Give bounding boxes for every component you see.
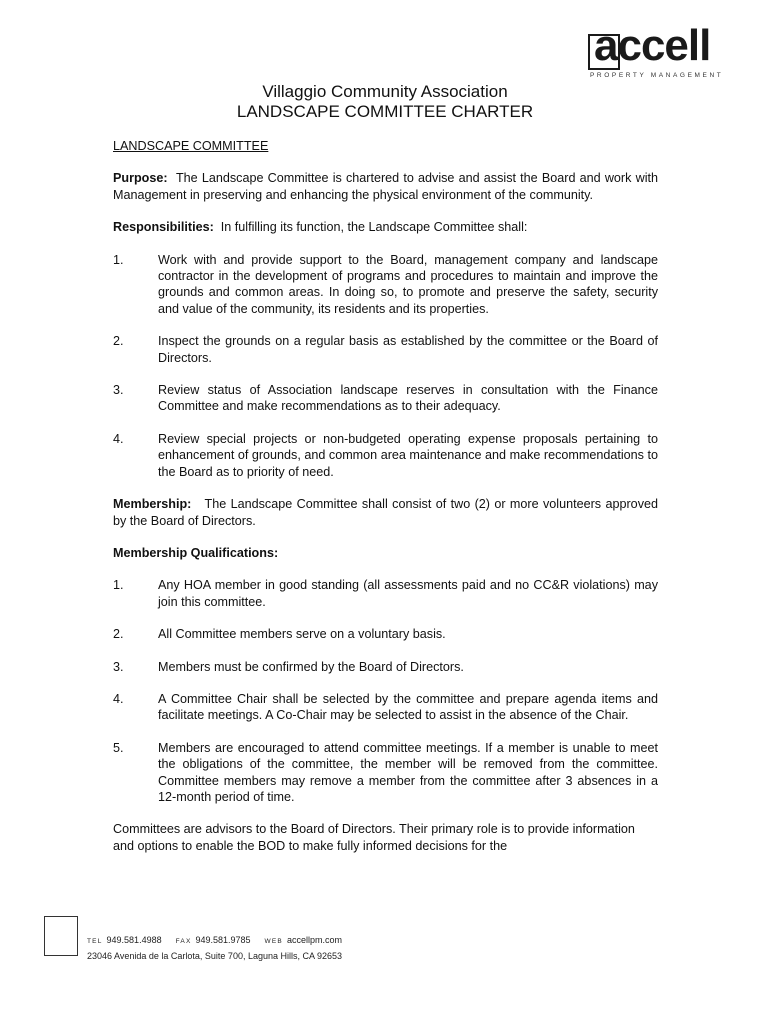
list-item	[113, 691, 658, 724]
list-item	[113, 740, 658, 806]
tel-label: TEL	[87, 938, 103, 945]
web-label: WEB	[264, 938, 283, 945]
closing-paragraph: Committees are advisors to the Board of Directors. Their primary role is to provide information and options to enable the BOD to make fully informed decisions for the	[113, 822, 635, 853]
company-logo	[588, 21, 728, 82]
document-title: LANDSCAPE COMMITTEE CHARTER	[236, 102, 534, 121]
list-item-text: Review status of Association landscape reserves in consultation with the Finance Committee and make recommendations as to their adequacy.	[158, 383, 658, 414]
responsibilities-paragraph	[113, 219, 658, 235]
list-item-text: Review special projects or non-budgeted operating expense proposals pertaining to enhancement of grounds, and common area maintenance and make recommendations to the Board as to priority of need.	[158, 431, 658, 479]
list-item-number: 3.	[113, 383, 124, 398]
list-item	[113, 577, 658, 610]
purpose-label: Purpose:	[113, 171, 168, 186]
list-item	[113, 382, 658, 415]
list-item-text: Inspect the grounds on a regular basis as established by the committee or the Board of Directors.	[158, 334, 658, 365]
responsibilities-text: In fulfilling its function, the Landscape Committee shall:	[220, 220, 528, 235]
list-item-text: Work with and provide support to the Board, management company and landscape contractor in the development of programs and procedures to maintain and improve the grounds and common areas. In doing so, to promote and preserve the safety, security and value of the community, its residents and its properties.	[158, 252, 658, 316]
list-item-text: Members are encouraged to attend committee meetings. If a member is unable to meet the obligations of the committee, the member will be removed from the committee. Committee members may remove a member from the committee after 3 absences in a 12-month period of time.	[158, 740, 658, 804]
list-item-text: Members must be confirmed by the Board of Directors.	[158, 659, 464, 674]
list-item-number: 3.	[113, 659, 124, 674]
membership-paragraph	[113, 496, 658, 529]
membership-label: Membership:	[113, 497, 192, 512]
logo-wordmark: accell	[594, 21, 711, 70]
list-item-text: Any HOA member in good standing (all assessments paid and no CC&R violations) may join this committee.	[158, 578, 658, 609]
list-item-number: 1.	[113, 252, 124, 267]
footer-address: 23046 Avenida de la Carlota, Suite 700, Laguna Hills, CA 92653	[87, 951, 343, 961]
list-item-number: 1.	[113, 578, 124, 593]
fax-number: 949.581.9785	[195, 935, 251, 945]
footer-contact-line	[87, 933, 342, 949]
list-item	[113, 431, 658, 480]
footer-contact	[87, 933, 342, 963]
list-item	[113, 659, 658, 675]
list-item-number: 4.	[113, 691, 124, 706]
fax-label: FAX	[175, 938, 192, 945]
purpose-text: The Landscape Committee is chartered to advise and assist the Board and work with Management in preserving and enhancing the physical environment of the community.	[113, 171, 658, 202]
purpose-paragraph	[113, 170, 658, 203]
org-name: Villaggio Community Association	[262, 82, 508, 101]
list-item-text: All Committee members serve on a voluntary basis.	[158, 627, 446, 642]
responsibilities-label: Responsibilities:	[113, 220, 214, 235]
list-item-text: A Committee Chair shall be selected by the committee and prepare agenda items and facilitate meetings. A Co-Chair may be selected to assist in the absence of the Chair.	[158, 691, 658, 723]
footer-box-mark	[44, 916, 78, 956]
web-address: accellpm.com	[286, 935, 342, 945]
list-item-number: 4.	[113, 431, 124, 446]
section-heading: LANDSCAPE COMMITTEE	[113, 139, 269, 153]
logo-subtitle: PROPERTY MANAGEMENT	[590, 72, 724, 79]
document-header	[0, 82, 770, 122]
list-item-number: 2.	[113, 627, 124, 642]
list-item-number: 5.	[113, 740, 124, 755]
qualifications-label: Membership Qualifications:	[113, 545, 279, 560]
document-body	[113, 138, 658, 854]
membership-text: The Landscape Committee shall consist of two (2) or more volunteers approved by the Board of Directors.	[113, 497, 658, 528]
list-item	[113, 333, 658, 366]
list-item	[113, 626, 658, 642]
list-item-number: 2.	[113, 334, 124, 349]
list-item	[113, 252, 658, 318]
tel-number: 949.581.4988	[106, 935, 162, 945]
